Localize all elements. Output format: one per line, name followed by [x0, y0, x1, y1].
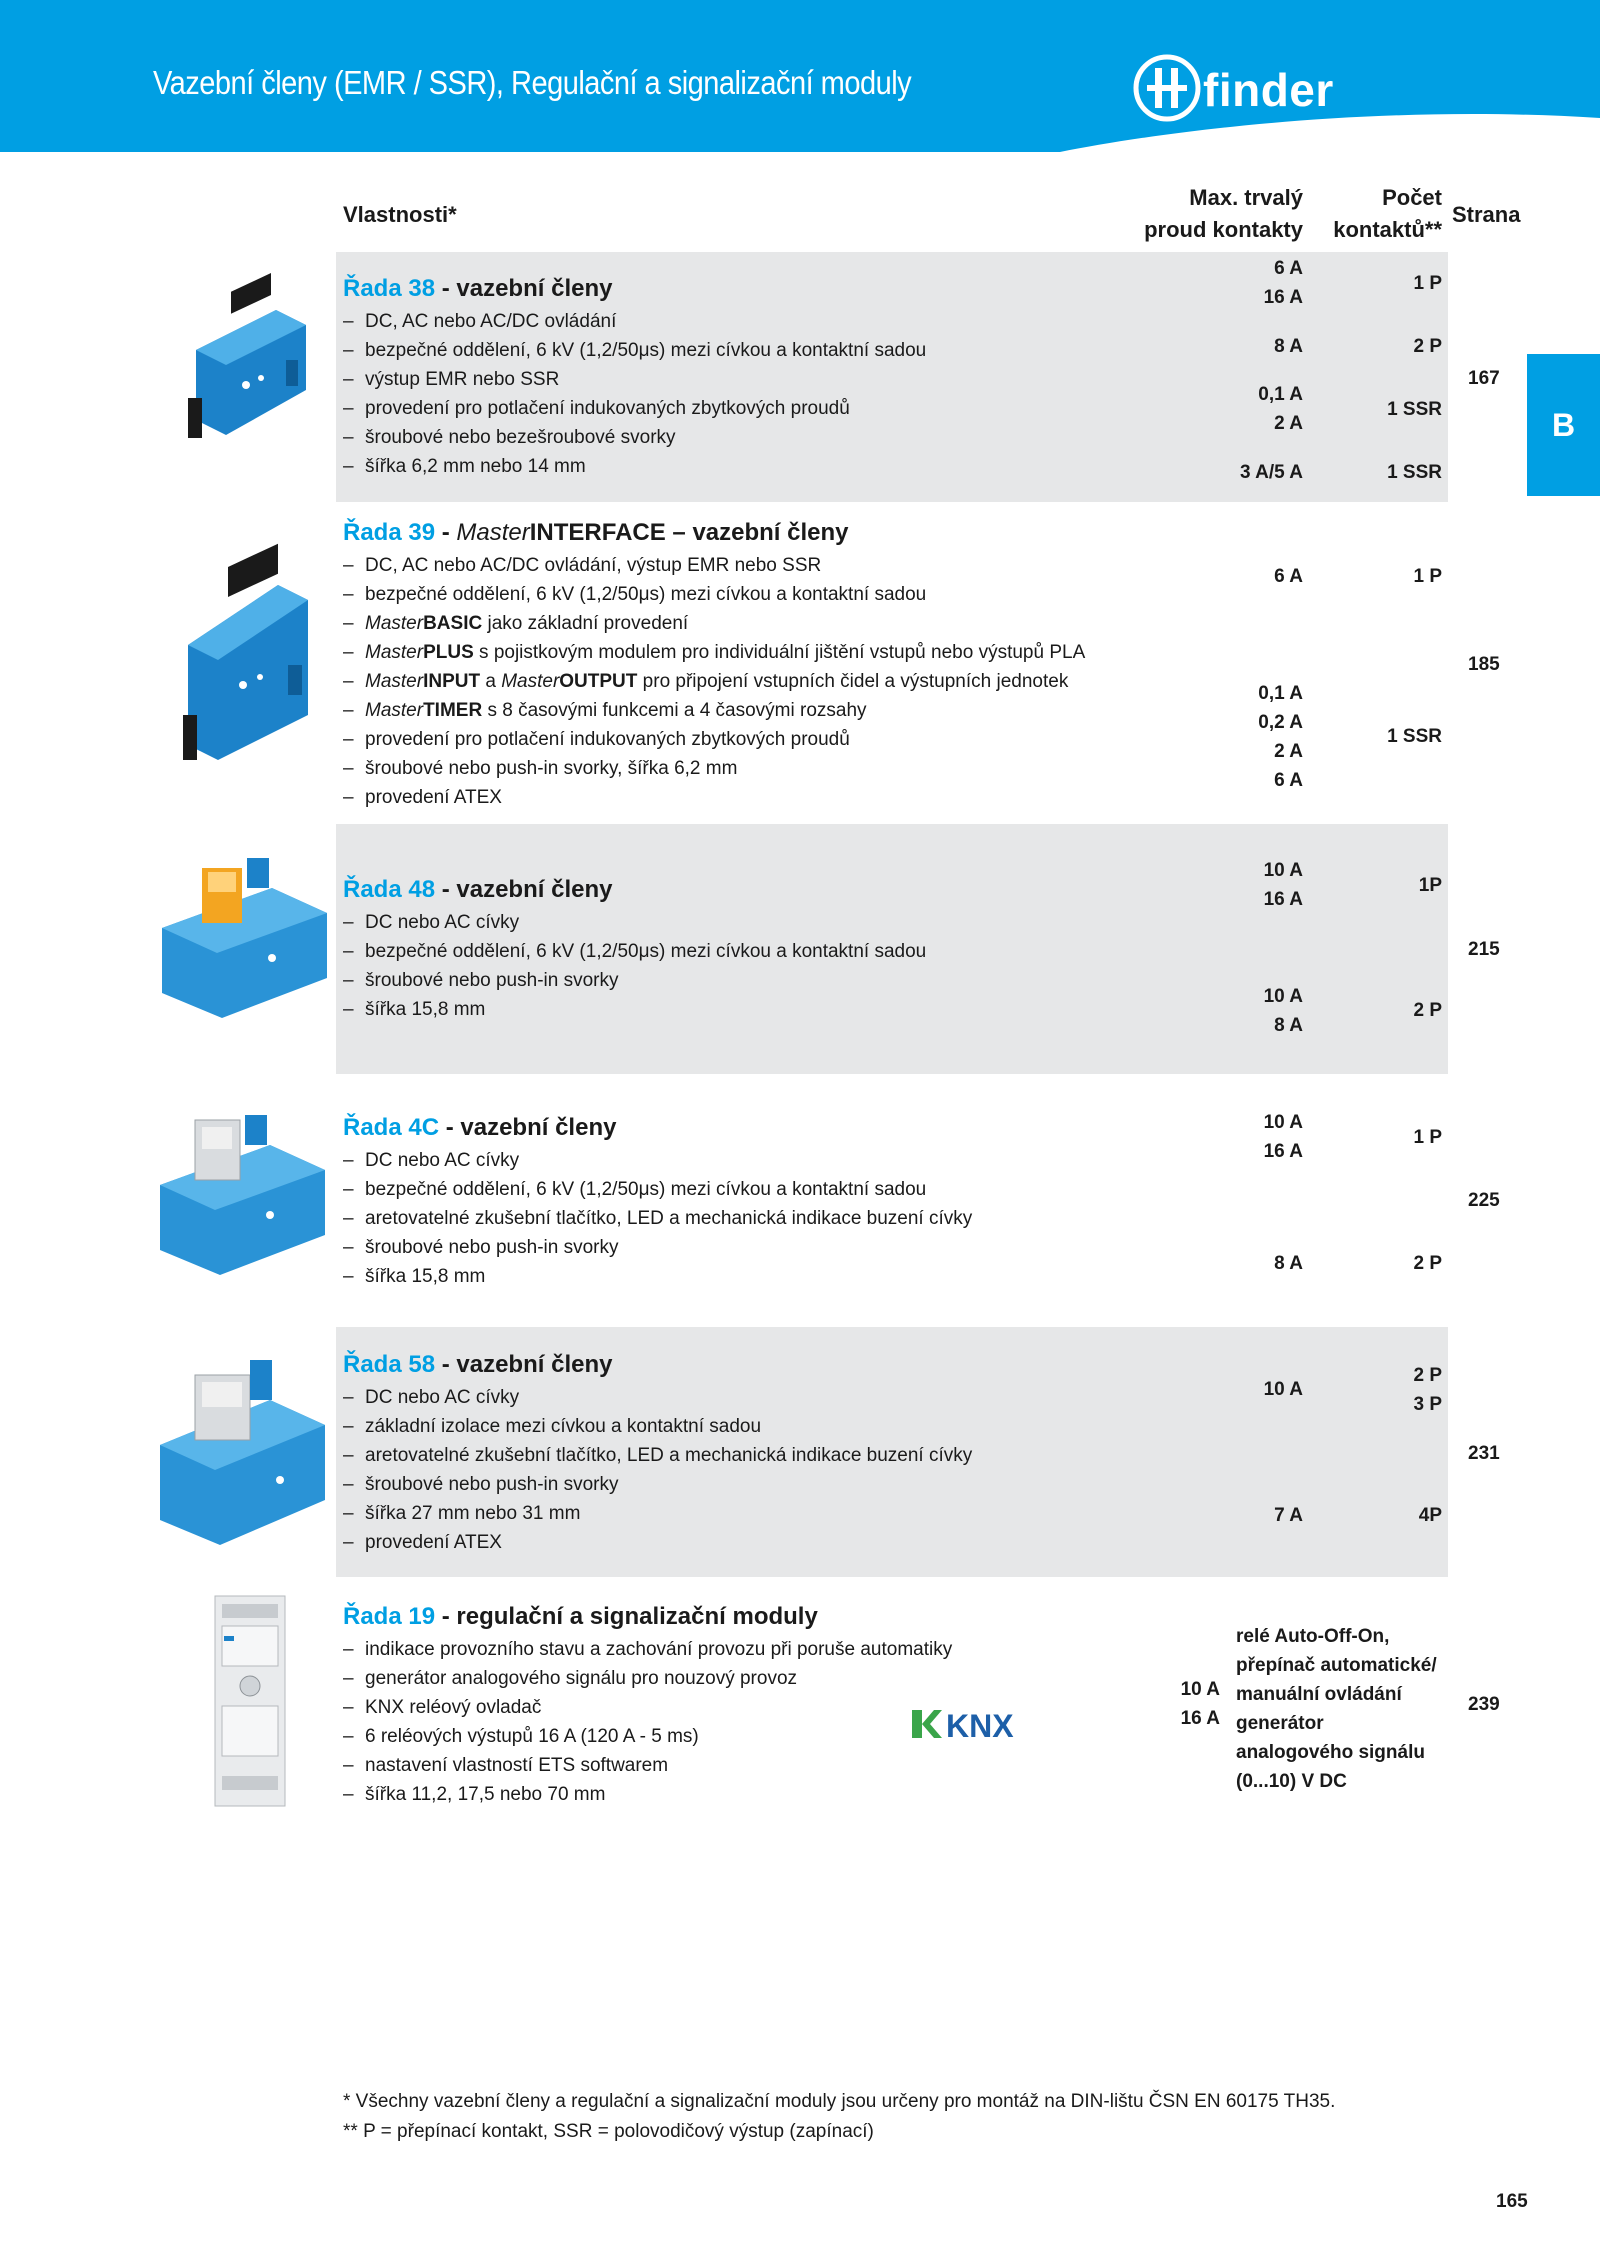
contacts-value: 1 SSR	[1387, 726, 1442, 747]
feature-item: – šroubové nebo bezešroubové svorky	[343, 427, 676, 448]
current-value: 0,1 A	[1258, 683, 1303, 704]
feature-item: – MasterINPUT a MasterOUTPUT pro připojení vstupních čidel a výstupních jednotek	[343, 671, 1069, 692]
feature-item: – šířka 15,8 mm	[343, 999, 486, 1020]
feature-item: – 6 reléových výstupů 16 A (120 A - 5 ms)	[343, 1726, 699, 1747]
series-19-suffix: - regulační a signalizační moduly	[435, 1603, 818, 1630]
contacts-value: 2 P	[1413, 1253, 1442, 1274]
feature-item: – DC nebo AC cívky	[343, 1387, 520, 1408]
feature-item: – provedení pro potlačení indukovaných zbytkových proudů	[343, 398, 850, 419]
current-value: 8 A	[1274, 1253, 1303, 1274]
feature-item: – provedení ATEX	[343, 787, 502, 808]
contacts-value: 2 P	[1413, 1365, 1442, 1386]
footnote: * Všechny vazební členy a regulační a signalizační moduly jsou určeny pro montáž na DIN-lištu ČSN EN 60175 TH35.	[343, 2091, 1336, 2112]
current-value: 8 A	[1274, 1015, 1303, 1036]
feature-item: – šířka 27 mm nebo 31 mm	[343, 1503, 581, 1524]
current-value: 7 A	[1274, 1505, 1303, 1526]
series-58-title	[343, 1351, 612, 1379]
contacts-value: 1 P	[1413, 273, 1442, 294]
relay-39-image	[168, 555, 318, 770]
feature-item: – indikace provozního stavu a zachování provozu při poruše automatiky	[343, 1639, 953, 1660]
column-header-properties: Vlastnosti*	[343, 202, 457, 227]
column-header-contacts-line2: kontaktů**	[1333, 217, 1442, 242]
current-value: 3 A/5 A	[1239, 462, 1303, 483]
series-38-suffix: - vazební členy	[435, 275, 613, 302]
current-value: 10 A	[1180, 1679, 1220, 1700]
series-39-title	[343, 519, 849, 547]
relay-48-image	[152, 858, 332, 1028]
feature-item: – bezpečné oddělení, 6 kV (1,2/50μs) mezi cívkou a kontaktní sadou	[343, 340, 927, 361]
current-value: 10 A	[1263, 1112, 1303, 1133]
series-19-features	[343, 1635, 952, 1809]
feature-item: – bezpečné oddělení, 6 kV (1,2/50μs) mezi cívkou a kontaktní sadou	[343, 941, 927, 962]
contacts-value: 1 P	[1413, 1127, 1442, 1148]
contacts-value: 2 P	[1413, 336, 1442, 357]
relay-38-image	[166, 290, 316, 460]
current-value: 16 A	[1263, 889, 1303, 910]
series-19-number: 19	[408, 1603, 436, 1630]
relay-4c-image	[150, 1115, 330, 1285]
series-48-features	[343, 908, 926, 1024]
footnote: ** P = přepínací kontakt, SSR = polovodičový výstup (zapínací)	[343, 2121, 874, 2142]
column-header-page: Strana	[1452, 202, 1521, 227]
contacts-value: 2 P	[1413, 1000, 1442, 1021]
column-header-contacts-line1: Počet	[1382, 185, 1442, 210]
page-reference[interactable]: 215	[1468, 939, 1500, 960]
feature-item: – DC, AC nebo AC/DC ovládání, výstup EMR nebo SSR	[343, 555, 822, 576]
contacts-text-line: manuální ovládání	[1236, 1684, 1402, 1705]
current-value: 2 A	[1274, 413, 1303, 434]
feature-item: – šířka 6,2 mm nebo 14 mm	[343, 456, 586, 477]
feature-item: – základní izolace mezi cívkou a kontaktní sadou	[343, 1416, 762, 1437]
contacts-value: 1 SSR	[1387, 462, 1442, 483]
series-38-title	[343, 275, 612, 303]
current-value: 6 A	[1274, 258, 1303, 279]
current-value: 0,1 A	[1258, 384, 1303, 405]
feature-item: – šířka 15,8 mm	[343, 1266, 486, 1287]
series-4c-number: 4C	[408, 1114, 440, 1141]
page-reference[interactable]: 185	[1468, 654, 1500, 675]
feature-item: – DC, AC nebo AC/DC ovládání	[343, 311, 617, 332]
contacts-text-line: generátor	[1236, 1713, 1324, 1734]
series-58-number: 58	[408, 1351, 436, 1378]
series-39-suffix-italic: Master	[456, 519, 530, 546]
contacts-value: 1 P	[1413, 566, 1442, 587]
contacts-value: 3 P	[1413, 1394, 1442, 1415]
feature-item: – aretovatelné zkušební tlačítko, LED a mechanická indikace buzení cívky	[343, 1445, 973, 1466]
feature-item: – provedení ATEX	[343, 1532, 502, 1553]
series-39-features	[343, 551, 1085, 812]
page-reference[interactable]: 225	[1468, 1190, 1500, 1211]
feature-item: – výstup EMR nebo SSR	[343, 369, 560, 390]
column-header-current-line2: proud kontakty	[1144, 217, 1303, 242]
contacts-text-line: analogového signálu	[1236, 1742, 1425, 1763]
section-tab-b[interactable]: B	[1527, 354, 1600, 496]
series-4c-title	[343, 1114, 616, 1142]
current-value: 16 A	[1263, 287, 1303, 308]
series-38-prefix: Řada	[343, 275, 409, 302]
series-39-suffix-pre: -	[435, 519, 457, 546]
current-value: 16 A	[1180, 1708, 1220, 1729]
feature-item: – generátor analogového signálu pro nouzový provoz	[343, 1668, 798, 1689]
series-48-prefix: Řada	[343, 876, 409, 903]
column-header-current	[1144, 182, 1303, 246]
contacts-value: 1P	[1418, 875, 1442, 896]
feature-item: – KNX reléový ovladač	[343, 1697, 542, 1718]
page-reference[interactable]: 231	[1468, 1443, 1500, 1464]
feature-item: – šroubové nebo push-in svorky	[343, 1474, 619, 1495]
series-4c-suffix: - vazební členy	[439, 1114, 617, 1141]
series-39-suffix-post: INTERFACE – vazební členy	[529, 519, 849, 546]
feature-item: – šířka 11,2, 17,5 nebo 70 mm	[343, 1784, 606, 1805]
current-value: 10 A	[1263, 1379, 1303, 1400]
contacts-value: 1 SSR	[1387, 399, 1442, 420]
column-header-contacts	[1333, 182, 1442, 246]
series-39-number: 39	[408, 519, 436, 546]
page-number: 165	[1496, 2191, 1528, 2212]
series-58-prefix: Řada	[343, 1351, 409, 1378]
series-19-title	[343, 1603, 818, 1631]
series-38-number: 38	[408, 275, 436, 302]
contacts-text-line: přepínač automatické/	[1236, 1655, 1437, 1676]
current-value: 0,2 A	[1258, 712, 1303, 733]
series-48-title	[343, 876, 612, 904]
series-58-suffix: - vazební členy	[435, 1351, 613, 1378]
feature-item: – bezpečné oddělení, 6 kV (1,2/50μs) mezi cívkou a kontaktní sadou	[343, 1179, 927, 1200]
current-value: 6 A	[1274, 566, 1303, 587]
module-19-image	[210, 1596, 290, 1811]
page-title: Vazební členy (EMR / SSR), Regulační a signalizační moduly	[153, 64, 912, 101]
feature-item: – šroubové nebo push-in svorky	[343, 1237, 619, 1258]
finder-logo-icon	[1133, 54, 1201, 122]
page-reference[interactable]: 167	[1468, 368, 1500, 389]
column-header-current-line1: Max. trvalý	[1189, 185, 1303, 210]
series-39-prefix: Řada	[343, 519, 409, 546]
knx-logo	[912, 1706, 1014, 1744]
series-38-features	[343, 307, 926, 481]
current-value: 6 A	[1274, 770, 1303, 791]
series-19-contacts-text	[1236, 1622, 1437, 1796]
current-value: 16 A	[1263, 1141, 1303, 1162]
page-header	[0, 0, 1600, 152]
feature-item: – MasterTIMER s 8 časovými funkcemi a 4 časovými rozsahy	[343, 700, 867, 721]
series-48-number: 48	[408, 876, 436, 903]
page-reference[interactable]: 239	[1468, 1694, 1500, 1715]
series-4c-features	[343, 1146, 972, 1291]
feature-item: – šroubové nebo push-in svorky	[343, 970, 619, 991]
feature-item: – DC nebo AC cívky	[343, 1150, 520, 1171]
feature-item: – nastavení vlastností ETS softwarem	[343, 1755, 669, 1776]
contacts-text-line: relé Auto-Off-On,	[1236, 1626, 1390, 1647]
knx-logo-text: KNX	[946, 1708, 1014, 1744]
series-4c-prefix: Řada	[343, 1114, 409, 1141]
current-value: 8 A	[1274, 336, 1303, 357]
current-value: 2 A	[1274, 741, 1303, 762]
feature-item: – DC nebo AC cívky	[343, 912, 520, 933]
feature-item: – provedení pro potlačení indukovaných zbytkových proudů	[343, 729, 850, 750]
current-value: 10 A	[1263, 986, 1303, 1007]
contacts-value: 4P	[1418, 1505, 1442, 1526]
finder-logo-text: finder	[1203, 64, 1334, 116]
contacts-text-line: (0...10) V DC	[1236, 1771, 1347, 1792]
feature-item: – MasterBASIC jako základní provedení	[343, 613, 689, 634]
feature-item: – aretovatelné zkušební tlačítko, LED a mechanická indikace buzení cívky	[343, 1208, 973, 1229]
feature-item: – MasterPLUS s pojistkovým modulem pro individuální jištění vstupů nebo výstupů PLA	[343, 642, 1086, 663]
relay-58-image	[150, 1360, 330, 1550]
feature-item: – bezpečné oddělení, 6 kV (1,2/50μs) mezi cívkou a kontaktní sadou	[343, 584, 927, 605]
current-value: 10 A	[1263, 860, 1303, 881]
series-19-prefix: Řada	[343, 1603, 409, 1630]
feature-item: – šroubové nebo push-in svorky, šířka 6,2 mm	[343, 758, 738, 779]
series-58-features	[343, 1383, 972, 1557]
series-48-suffix: - vazební členy	[435, 876, 613, 903]
